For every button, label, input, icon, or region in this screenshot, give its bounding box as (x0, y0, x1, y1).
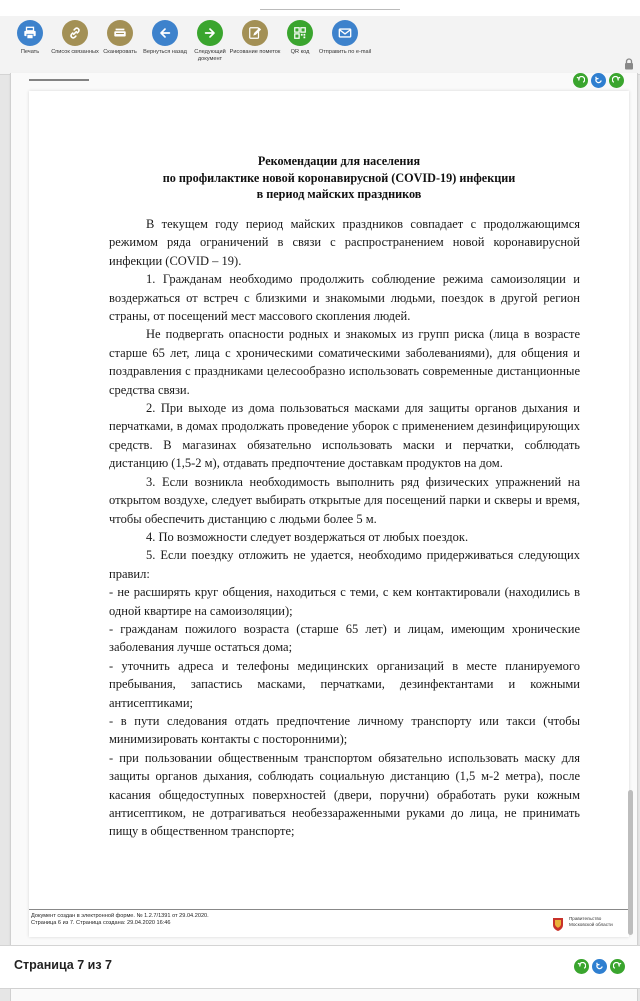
arrow-left-icon (152, 20, 178, 46)
paragraph-5: 5. Если поездку отложить не удается, необходимо придерживаться следующих правил: (109, 548, 580, 581)
title-line-2: по профилактике новой коронавирусной (COVID-19) инфекции (162, 170, 516, 185)
page-7-title: Страница 7 из 7 (14, 958, 112, 972)
print-label: Печать (20, 49, 40, 55)
arrow-right-icon (197, 20, 223, 46)
printer-icon (17, 20, 43, 46)
rule-item-4: - в пути следования отдать предпочтение личному транспорту или такси (чтобы минимизировать контакты с посторонними); (109, 713, 580, 747)
related-list-label: Список связанных (51, 49, 99, 55)
rotate-left-button[interactable] (573, 73, 588, 88)
page7-rotate-left-button[interactable] (574, 959, 589, 974)
rotate-right-icon (612, 76, 621, 85)
rule-item-5: - при пользовании общественным транспортом обязательно использовать маску для защиты органов дыхания, соблюдать социальную дистанцию (1,5 м-2 метра), после касания общедоступных поверхностей (двери, поручни) обработать руки кожным антисептиком, не дотрагиваться необеззараженными руками до лица, не принимать пищу в общественном транспорте; (109, 750, 580, 839)
refresh-button[interactable] (591, 73, 606, 88)
footer-line-1: Документ создан в электронной форме. № 1.2.7/1391 от 29.04.2020. (31, 913, 209, 919)
title-line-1: Рекомендации для населения (257, 154, 421, 168)
coat-of-arms-icon (552, 917, 564, 931)
refresh-icon (595, 962, 604, 971)
link-icon (62, 20, 88, 46)
send-email-button[interactable] (317, 20, 373, 56)
qr-code-label: QR код (290, 49, 310, 55)
page-header-stub (29, 73, 89, 81)
paragraph-risk-groups: Не подвергать опасности родных и знакомых из групп риска (лица в возрасте старше 65 лет, лица с хроническими соматическими заболеваниями), для общения и поздравления с праздниками целесообразно использовать современные дистанционные средства связи. (109, 327, 580, 397)
rotate-left-icon (576, 76, 585, 85)
next-document-label: Следующий документ (194, 49, 226, 62)
scanner-icon (107, 20, 133, 46)
page-7-header (0, 945, 640, 989)
page-7-viewer (10, 988, 638, 1001)
rule-item-3: - уточнить адреса и телефоны медицинских организаций в месте планируемого пребывания, запастись масками, перчатками, дезинфектантами и кожными антисептиками; (109, 658, 580, 710)
page-7-nav (574, 959, 625, 974)
document-title (109, 153, 569, 203)
rotate-right-icon (613, 962, 622, 971)
lock-icon (624, 58, 634, 70)
scan-label: Сканировать (103, 49, 137, 55)
footer-text (31, 913, 209, 927)
page-6-nav (573, 73, 624, 88)
rotate-left-icon (577, 962, 586, 971)
page7-refresh-button[interactable] (592, 959, 607, 974)
document-body (109, 215, 580, 841)
draw-annotations-label: Рисование пометок (229, 49, 281, 55)
refresh-icon (594, 76, 603, 85)
page-6-viewer (10, 73, 638, 946)
mail-icon (332, 20, 358, 46)
paragraph-2: 2. При выходе из дома пользоваться масками для защиты органов дыхания и перчатками, в домах продолжать проведение уборок с применением дезинфицирующих средств. В магазинах обязательно использовать маски и перчатки, соблюдать дистанцию (1,5-2 м), отдавать предпочтение доставкам продуктов на дом. (109, 401, 580, 471)
scrollbar-thumb[interactable] (628, 790, 633, 935)
back-label: Вернуться назад (143, 49, 187, 55)
paragraph-intro: В текущем году период майских праздников совпадает с продолжающимся режимом ряда ограничений в связи с распространением новой коронавирусной инфекции (COVID – 19). (109, 217, 580, 268)
send-email-label: Отправить по e-mail (318, 49, 372, 55)
document-footer (29, 909, 629, 938)
footer-line-2: Страница 6 из 7. Страница создана: 29.04.2020 16:46 (31, 920, 171, 926)
top-strip (0, 0, 640, 16)
rotate-right-button[interactable] (609, 73, 624, 88)
paragraph-1: 1. Гражданам необходимо продолжить соблюдение режима самоизоляции и воздержаться от встреч с близкими и знакомыми людьми, поездок в другой регион страны, от посещений мест массового скопления людей. (109, 272, 580, 324)
document-page (29, 91, 629, 937)
rule-item-1: - не расширять круг общения, находиться с теми, с кем контактировали (находились в одной квартире на самоизоляции); (109, 585, 580, 618)
pencil-icon (242, 20, 268, 46)
page7-rotate-right-button[interactable] (610, 959, 625, 974)
title-line-3: в период майских праздников (256, 187, 422, 201)
gov-line-1: Правительство (569, 916, 602, 921)
rule-item-2: - гражданам пожилого возраста (старше 65 лет) и лицам, имеющим хронические заболевания лучше остаться дома; (109, 621, 580, 655)
qr-code-icon (287, 20, 313, 46)
gov-line-2: Московской области (569, 921, 613, 927)
toolbar (0, 16, 640, 75)
government-label (569, 916, 613, 927)
paragraph-4: 4. По возможности следует воздержаться от любых поездок. (146, 529, 469, 544)
paragraph-3: 3. Если возникла необходимость выполнить ряд физических упражнений на открытом воздухе, следует выбирать открытые для посещений парки и скверы и время, чтобы обеспечить дистанцию с людьми более 5 м. (109, 474, 580, 526)
